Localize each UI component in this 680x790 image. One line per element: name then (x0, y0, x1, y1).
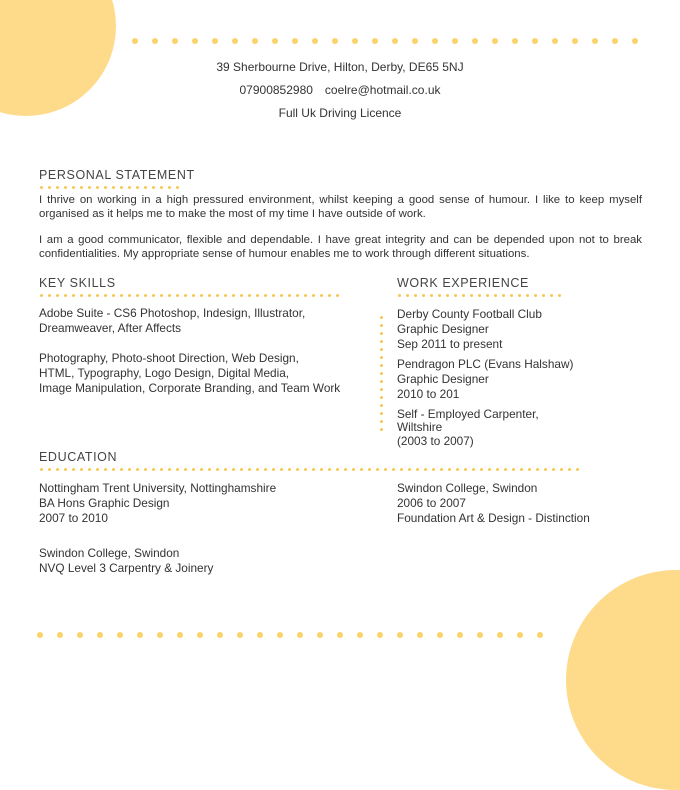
personal-statement-paragraph-1: I thrive on working in a high pressured environment, whilst keeping a good sense of humour. I like to keep myself organised as it helps me to make the most of my time I have outside of work. (39, 194, 642, 220)
decorative-dot (520, 468, 523, 471)
education-line: Swindon College, Swindon (397, 481, 538, 495)
decorative-dot (552, 38, 558, 44)
decorative-dot (496, 468, 499, 471)
decorative-dot (256, 294, 259, 297)
decorative-dot (80, 468, 83, 471)
decorative-dot (192, 468, 195, 471)
decorative-dot (344, 468, 347, 471)
decorative-dot (257, 632, 263, 638)
decorative-dot (208, 468, 211, 471)
decorative-dot (437, 632, 443, 638)
decorative-dot (296, 468, 299, 471)
decorative-dot (168, 186, 171, 189)
key-skills-line: Adobe Suite - CS6 Photoshop, Indesign, Illustrator, (39, 306, 306, 320)
decorative-dot (376, 468, 379, 471)
decorative-dot (416, 468, 419, 471)
decorative-dot (456, 468, 459, 471)
decorative-dot (72, 468, 75, 471)
decorative-dot (432, 38, 438, 44)
decorative-dot (120, 186, 123, 189)
decorative-dot (470, 294, 473, 297)
decorative-dot (504, 468, 507, 471)
decorative-dot (352, 468, 355, 471)
decorative-dot (380, 364, 383, 367)
decorative-dot (280, 468, 283, 471)
decorative-dot (392, 468, 395, 471)
decorative-dot (192, 294, 195, 297)
decorative-dot (72, 294, 75, 297)
work-experience-heading: WORK EXPERIENCE (397, 276, 529, 290)
education-line: NVQ Level 3 Carpentry & Joinery (39, 561, 214, 575)
decorative-dot (417, 632, 423, 638)
decorative-dot (248, 294, 251, 297)
decorative-dot (480, 468, 483, 471)
decorative-dot (224, 468, 227, 471)
decorative-dot (217, 632, 223, 638)
decorative-dot (112, 468, 115, 471)
decorative-dot (512, 468, 515, 471)
decorative-dot (412, 38, 418, 44)
decorative-dot (152, 468, 155, 471)
decorative-dot (96, 294, 99, 297)
decorative-dot (380, 396, 383, 399)
decorative-dot (502, 294, 505, 297)
decorative-dot (400, 468, 403, 471)
decorative-dot (72, 186, 75, 189)
decorative-dot (632, 38, 638, 44)
decorative-dot (104, 294, 107, 297)
decorative-dot (152, 294, 155, 297)
decorative-dot (64, 294, 67, 297)
decorative-dot (48, 294, 51, 297)
decorative-dot (336, 294, 339, 297)
education-line: 2007 to 2010 (39, 511, 108, 525)
decorative-dot (240, 468, 243, 471)
decorative-dot (328, 294, 331, 297)
decorative-dot (128, 186, 131, 189)
decorative-dot (448, 468, 451, 471)
decorative-dot (352, 38, 358, 44)
decorative-dot (528, 468, 531, 471)
decorative-dot (48, 186, 51, 189)
job-company: Self - Employed Carpenter, (397, 407, 539, 421)
decorative-dot (136, 468, 139, 471)
decorative-dot (200, 468, 203, 471)
decorative-dot (296, 294, 299, 297)
decorative-dot (380, 420, 383, 423)
decorative-dot (536, 468, 539, 471)
education-line: Foundation Art & Design - Distinction (397, 511, 590, 525)
contact-licence-line (0, 106, 680, 120)
decorative-dot (112, 186, 115, 189)
decorative-dot (532, 38, 538, 44)
decorative-dot (232, 294, 235, 297)
decorative-dot (380, 404, 383, 407)
education-line: BA Hons Graphic Design (39, 496, 170, 510)
decorative-dot (438, 294, 441, 297)
decorative-dot (317, 632, 323, 638)
decorative-dot (320, 468, 323, 471)
decorative-dot (48, 468, 51, 471)
decorative-dot (478, 294, 481, 297)
decorative-dot (237, 632, 243, 638)
decorative-dot (304, 294, 307, 297)
decorative-dot (160, 294, 163, 297)
education-line: Nottingham Trent University, Nottinghamshire (39, 481, 277, 495)
decorative-dot (472, 468, 475, 471)
dot-divider-bottom (37, 632, 547, 638)
decorative-dot (280, 294, 283, 297)
decorative-dot (40, 186, 43, 189)
decorative-dot (56, 186, 59, 189)
decorative-dot (558, 294, 561, 297)
decorative-dot (80, 294, 83, 297)
job-dates: (2003 to 2007) (397, 434, 474, 448)
decorative-dot (176, 468, 179, 471)
decorative-dot (424, 468, 427, 471)
decorative-dot (288, 468, 291, 471)
decorative-dot (380, 428, 383, 431)
dot-divider-top (132, 38, 642, 44)
decorative-dot (252, 38, 258, 44)
decorative-dot (572, 38, 578, 44)
phone: 07900852980 (239, 83, 313, 97)
decorative-dot (414, 294, 417, 297)
job-dates: Sep 2011 to present (397, 337, 503, 351)
decorative-dot (56, 294, 59, 297)
decorative-dot (96, 186, 99, 189)
decorative-dot (197, 632, 203, 638)
decorative-dot (96, 468, 99, 471)
decorative-dot (117, 632, 123, 638)
decorative-dot (132, 38, 138, 44)
key-skills-line: HTML, Typography, Logo Design, Digital Media, (39, 366, 290, 380)
decorative-dot (544, 468, 547, 471)
decorative-dot (337, 632, 343, 638)
decorative-dot (272, 38, 278, 44)
decorative-dot (104, 468, 107, 471)
decorative-dot (80, 186, 83, 189)
decorative-dot (144, 186, 147, 189)
decorative-dot (216, 294, 219, 297)
decorative-dot (288, 294, 291, 297)
decorative-dot (277, 632, 283, 638)
decorative-dot (297, 632, 303, 638)
decorative-circle-bottom-right (566, 570, 680, 790)
decorative-dot (137, 632, 143, 638)
decorative-dot (64, 468, 67, 471)
job-title: Graphic Designer (397, 372, 489, 386)
decorative-dot (128, 468, 131, 471)
decorative-dot (357, 632, 363, 638)
decorative-dot (104, 186, 107, 189)
job-location: Wiltshire (397, 420, 443, 434)
decorative-dot (380, 372, 383, 375)
decorative-dot (454, 294, 457, 297)
decorative-dot (406, 294, 409, 297)
education-line: 2006 to 2007 (397, 496, 466, 510)
decorative-dot (518, 294, 521, 297)
decorative-dot (120, 294, 123, 297)
education-dot-underline (40, 468, 585, 474)
decorative-dot (152, 38, 158, 44)
decorative-dot (312, 294, 315, 297)
decorative-dot (272, 468, 275, 471)
decorative-dot (380, 332, 383, 335)
decorative-dot (248, 468, 251, 471)
key-skills-heading: KEY SKILLS (39, 276, 116, 290)
decorative-dot (380, 340, 383, 343)
address: 39 Sherbourne Drive, Hilton, Derby, DE65 5NJ (216, 60, 464, 74)
decorative-dot (452, 38, 458, 44)
job-company: Pendragon PLC (Evans Halshaw) (397, 357, 574, 371)
decorative-dot (144, 294, 147, 297)
decorative-dot (380, 316, 383, 319)
contact-address-line (0, 60, 680, 74)
decorative-dot (422, 294, 425, 297)
decorative-dot (332, 38, 338, 44)
key-skills-line: Photography, Photo-shoot Direction, Web Design, (39, 351, 299, 365)
decorative-dot (256, 468, 259, 471)
decorative-dot (168, 468, 171, 471)
decorative-dot (472, 38, 478, 44)
decorative-dot (37, 632, 43, 638)
decorative-dot (517, 632, 523, 638)
decorative-dot (272, 294, 275, 297)
decorative-dot (160, 468, 163, 471)
decorative-dot (176, 186, 179, 189)
decorative-dot (157, 632, 163, 638)
decorative-dot (328, 468, 331, 471)
work-experience-dot-column (380, 316, 384, 436)
contact-phone-email-line (0, 83, 680, 97)
decorative-dot (172, 38, 178, 44)
personal-statement-paragraph-2: I am a good communicator, flexible and dependable. I have great integrity and can be depended upon not to break confidentialities. My appropriate sense of humour enables me to work through different situations. (39, 234, 642, 260)
decorative-dot (592, 38, 598, 44)
personal-statement-dot-underline (40, 186, 180, 192)
decorative-dot (57, 632, 63, 638)
decorative-dot (128, 294, 131, 297)
decorative-dot (264, 468, 267, 471)
decorative-dot (312, 38, 318, 44)
decorative-dot (40, 468, 43, 471)
decorative-dot (192, 38, 198, 44)
decorative-dot (576, 468, 579, 471)
decorative-dot (380, 412, 383, 415)
decorative-dot (184, 468, 187, 471)
decorative-dot (336, 468, 339, 471)
key-skills-dot-underline (40, 294, 340, 300)
decorative-dot (56, 468, 59, 471)
decorative-dot (200, 294, 203, 297)
decorative-dot (77, 632, 83, 638)
decorative-dot (534, 294, 537, 297)
decorative-dot (550, 294, 553, 297)
decorative-dot (440, 468, 443, 471)
decorative-dot (408, 468, 411, 471)
decorative-dot (380, 348, 383, 351)
work-experience-dot-underline (398, 294, 568, 300)
decorative-dot (432, 468, 435, 471)
decorative-dot (40, 294, 43, 297)
decorative-dot (568, 468, 571, 471)
decorative-dot (542, 294, 545, 297)
decorative-dot (457, 632, 463, 638)
education-line: Swindon College, Swindon (39, 546, 180, 560)
education-heading: EDUCATION (39, 450, 118, 464)
decorative-dot (184, 294, 187, 297)
decorative-dot (380, 388, 383, 391)
decorative-dot (398, 294, 401, 297)
decorative-dot (377, 632, 383, 638)
job-dates: 2010 to 201 (397, 387, 460, 401)
decorative-circle-top-left (0, 0, 116, 116)
decorative-dot (292, 38, 298, 44)
decorative-dot (492, 38, 498, 44)
decorative-dot (368, 468, 371, 471)
job-title: Graphic Designer (397, 322, 489, 336)
decorative-dot (464, 468, 467, 471)
key-skills-line: Dreamweaver, After Affects (39, 321, 182, 335)
decorative-dot (240, 294, 243, 297)
decorative-dot (380, 356, 383, 359)
decorative-dot (120, 468, 123, 471)
decorative-dot (88, 294, 91, 297)
decorative-dot (462, 294, 465, 297)
decorative-dot (552, 468, 555, 471)
decorative-dot (446, 294, 449, 297)
decorative-dot (372, 38, 378, 44)
decorative-dot (526, 294, 529, 297)
driving-licence: Full Uk Driving Licence (278, 106, 402, 120)
email: coelre@hotmail.co.uk (324, 83, 441, 97)
decorative-dot (392, 38, 398, 44)
decorative-dot (430, 294, 433, 297)
decorative-dot (304, 468, 307, 471)
decorative-dot (320, 294, 323, 297)
decorative-dot (88, 468, 91, 471)
decorative-dot (88, 186, 91, 189)
decorative-dot (176, 294, 179, 297)
job-company: Derby County Football Club (397, 307, 542, 321)
decorative-dot (208, 294, 211, 297)
decorative-dot (380, 380, 383, 383)
decorative-dot (160, 186, 163, 189)
decorative-dot (512, 38, 518, 44)
decorative-dot (488, 468, 491, 471)
decorative-dot (264, 294, 267, 297)
decorative-dot (510, 294, 513, 297)
decorative-dot (494, 294, 497, 297)
personal-statement-heading: PERSONAL STATEMENT (39, 168, 195, 182)
decorative-dot (177, 632, 183, 638)
decorative-dot (397, 632, 403, 638)
decorative-dot (136, 186, 139, 189)
decorative-dot (560, 468, 563, 471)
decorative-dot (380, 324, 383, 327)
key-skills-line: Image Manipulation, Corporate Branding, and Team Work (39, 381, 341, 395)
decorative-dot (112, 294, 115, 297)
decorative-dot (136, 294, 139, 297)
decorative-dot (232, 468, 235, 471)
decorative-dot (612, 38, 618, 44)
decorative-dot (537, 632, 543, 638)
decorative-dot (216, 468, 219, 471)
decorative-dot (224, 294, 227, 297)
decorative-dot (477, 632, 483, 638)
decorative-dot (144, 468, 147, 471)
decorative-dot (497, 632, 503, 638)
decorative-dot (168, 294, 171, 297)
decorative-dot (152, 186, 155, 189)
decorative-dot (486, 294, 489, 297)
decorative-dot (97, 632, 103, 638)
decorative-dot (212, 38, 218, 44)
decorative-dot (232, 38, 238, 44)
decorative-dot (312, 468, 315, 471)
decorative-dot (64, 186, 67, 189)
decorative-dot (360, 468, 363, 471)
decorative-dot (384, 468, 387, 471)
